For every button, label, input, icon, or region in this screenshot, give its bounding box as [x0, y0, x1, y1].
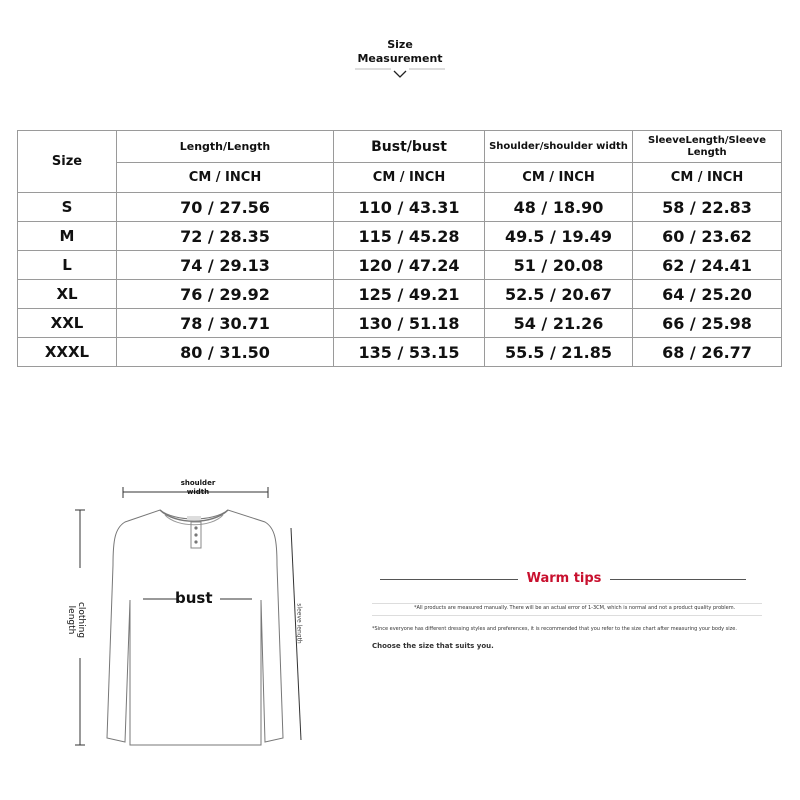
shoulder-cell: 49.5 / 19.49 — [485, 222, 633, 251]
size-cell: XXXL — [18, 338, 117, 367]
table-row — [18, 309, 782, 338]
shoulder-unit: CM / INCH — [485, 163, 633, 193]
table-header-row — [18, 131, 782, 163]
sleeve-cell: 60 / 23.62 — [633, 222, 782, 251]
length-cell: 70 / 27.56 — [117, 193, 334, 222]
size-cell: S — [18, 193, 117, 222]
sleeve-cell: 58 / 22.83 — [633, 193, 782, 222]
length-label-line2: length — [66, 605, 76, 635]
shoulder-cell: 48 / 18.90 — [485, 193, 633, 222]
shoulder-width-label — [178, 479, 218, 497]
bust-column-header: Bust/bust — [334, 131, 485, 163]
warm-tips-title: Warm tips — [526, 571, 602, 586]
sleeve-column-header: SleeveLength/Sleeve Length — [633, 131, 782, 163]
bust-label: bust — [175, 589, 213, 607]
length-column-header: Length/Length — [117, 131, 334, 163]
size-cell: XL — [18, 280, 117, 309]
heading-line-2: Measurement — [357, 52, 443, 65]
table-row — [18, 280, 782, 309]
garment-measurement-diagram — [55, 470, 325, 770]
heading-line-1: Size — [387, 38, 413, 51]
shoulder-label-line1: shoulder — [180, 479, 216, 487]
tip-choose-size: Choose the size that suits you. — [372, 642, 494, 650]
size-cell: L — [18, 251, 117, 280]
size-column-header: Size — [18, 131, 117, 193]
length-label-line1: clothing — [76, 601, 86, 639]
size-measurement-heading — [0, 38, 800, 82]
bust-cell: 130 / 51.18 — [334, 309, 485, 338]
table-row — [18, 222, 782, 251]
sleeve-unit: CM / INCH — [633, 163, 782, 193]
divider — [610, 579, 746, 580]
length-cell: 74 / 29.13 — [117, 251, 334, 280]
tip-size-advice: *Since everyone has different dressing styles and preferences, it is recommended that you refer to the size chart after measuring your body size. — [372, 626, 737, 632]
sleeve-cell: 66 / 25.98 — [633, 309, 782, 338]
divider — [372, 615, 762, 616]
bust-unit: CM / INCH — [334, 163, 485, 193]
divider — [380, 579, 518, 580]
sleeve-cell: 64 / 25.20 — [633, 280, 782, 309]
length-cell: 80 / 31.50 — [117, 338, 334, 367]
bust-cell: 115 / 45.28 — [334, 222, 485, 251]
length-cell: 78 / 30.71 — [117, 309, 334, 338]
shoulder-cell: 54 / 21.26 — [485, 309, 633, 338]
sleeve-cell: 68 / 26.77 — [633, 338, 782, 367]
size-cell: XXL — [18, 309, 117, 338]
sleeve-length-label: sleeve length — [295, 603, 303, 644]
shoulder-cell: 52.5 / 20.67 — [485, 280, 633, 309]
table-row — [18, 251, 782, 280]
shoulder-label-line2: width — [186, 488, 210, 496]
clothing-length-label — [66, 595, 86, 645]
bust-cell: 120 / 47.24 — [334, 251, 485, 280]
length-unit: CM / INCH — [117, 163, 334, 193]
bust-cell: 135 / 53.15 — [334, 338, 485, 367]
bust-cell: 110 / 43.31 — [334, 193, 485, 222]
bust-cell: 125 / 49.21 — [334, 280, 485, 309]
size-chart-table — [17, 130, 782, 367]
table-row — [18, 338, 782, 367]
shoulder-column-header: Shoulder/shoulder width — [485, 131, 633, 163]
size-cell: M — [18, 222, 117, 251]
table-unit-row — [18, 163, 782, 193]
long-sleeve-shirt-icon — [55, 470, 325, 770]
tip-measurement-error: *All products are measured manually. There will be an actual error of 1-3CM, which is normal and not a product quality problem. — [414, 605, 736, 611]
sleeve-cell: 62 / 24.41 — [633, 251, 782, 280]
divider — [372, 603, 762, 604]
table-row — [18, 193, 782, 222]
shoulder-cell: 51 / 20.08 — [485, 251, 633, 280]
length-cell: 76 / 29.92 — [117, 280, 334, 309]
length-cell: 72 / 28.35 — [117, 222, 334, 251]
chevron-down-icon — [355, 66, 445, 82]
shoulder-cell: 55.5 / 21.85 — [485, 338, 633, 367]
warm-tips-header — [372, 570, 772, 588]
